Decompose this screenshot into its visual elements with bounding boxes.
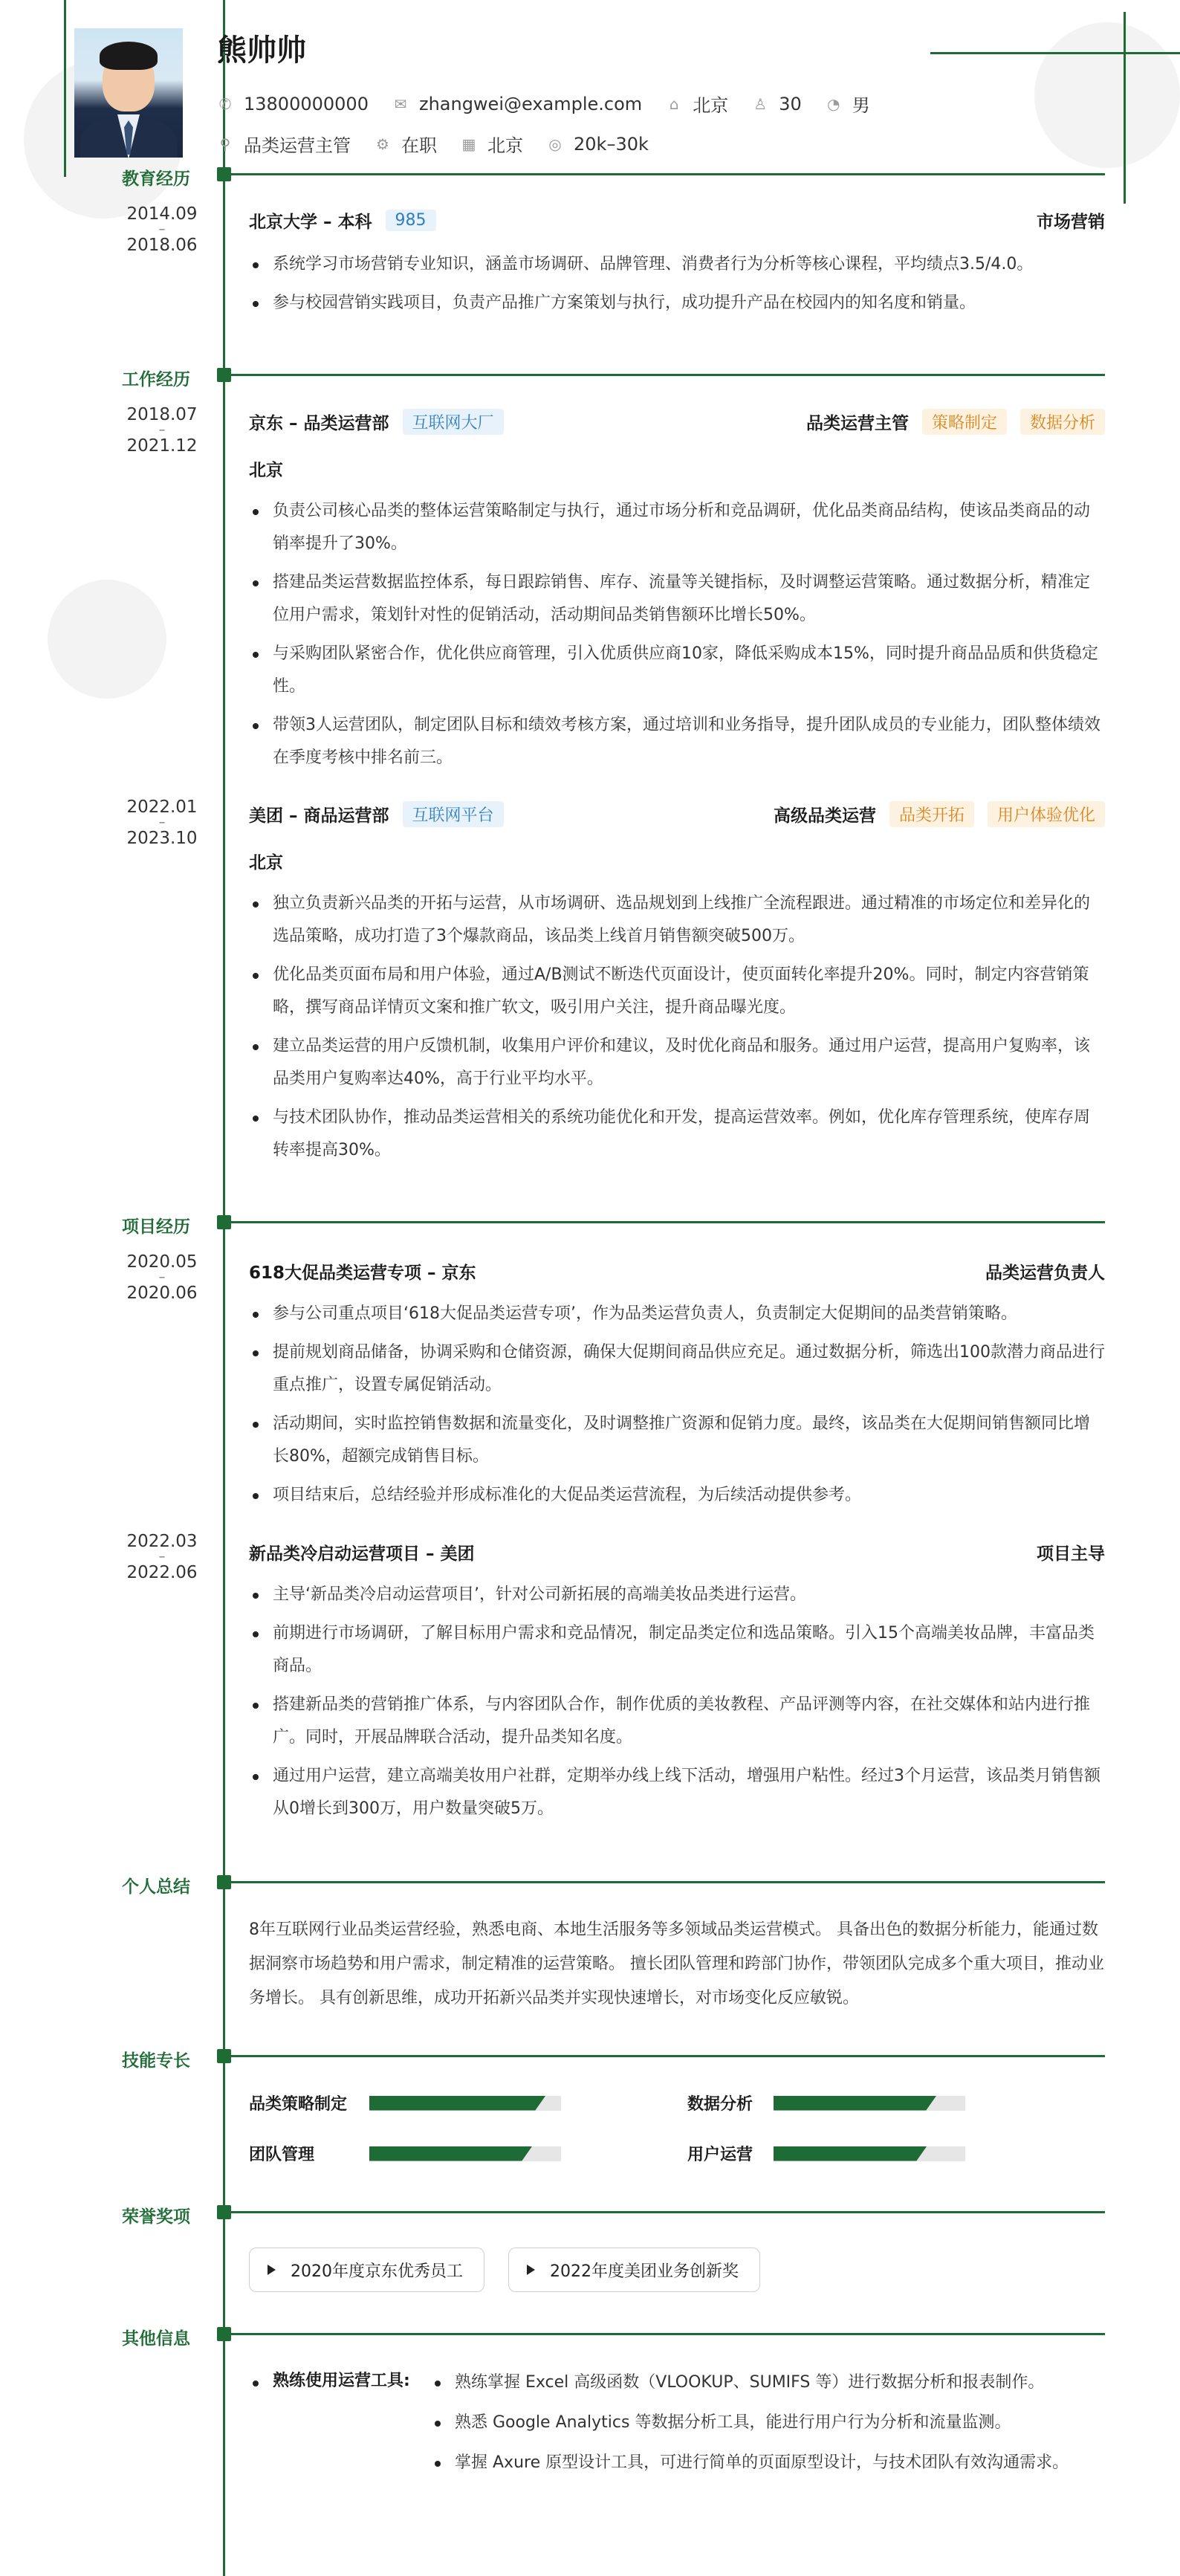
gender-text: 男 <box>852 95 870 116</box>
skill-item <box>249 2142 561 2165</box>
company-tag: 互联网大厂 <box>403 409 504 435</box>
list-item: 建立品类运营的用户反馈机制，收集用户评价和建议，及时优化商品和服务。通过用户运营，提高用户复购率，该品类用户复购率达40%，高于行业平均水平。 <box>249 1030 1105 1096</box>
job-role: 高级品类运营 <box>773 806 876 826</box>
edu-bullets <box>249 248 1105 326</box>
project-bullets-1 <box>249 1298 1105 1518</box>
age-item <box>752 94 802 114</box>
company-name: 美团 – 商品运营部 <box>249 806 389 826</box>
project-header-1 <box>249 1259 1105 1284</box>
project-header-2 <box>249 1540 1105 1564</box>
contact-row <box>217 91 894 117</box>
list-item: 与采购团队紧密合作，优化供应商管理，引入优质供应商10家，降低采购成本15%，同时提升商品品质和供货稳定性。 <box>249 638 1105 703</box>
edu-date: 2014.09 – 2018.06 <box>126 204 198 255</box>
play-icon <box>527 2265 535 2275</box>
skill-item <box>687 2091 965 2114</box>
list-item: 项目结束后，总结经验并形成标准化的大促品类运营流程，为后续活动提供参考。 <box>249 1479 1105 1512</box>
section-divider <box>224 2211 1105 2213</box>
list-item: 参与校园营销实践项目，负责产品推广方案策划与执行，成功提升产品在校园内的知名度和销量。 <box>249 287 1105 320</box>
status-item <box>375 131 437 157</box>
major: 市场营销 <box>1037 213 1105 232</box>
play-icon <box>268 2265 276 2275</box>
target-city-text: 北京 <box>487 135 523 156</box>
age-text: 30 <box>779 93 802 114</box>
list-item: 主导‘新品类冷启动运营项目’，针对公司新拓展的高端美妆品类进行运营。 <box>249 1579 1105 1611</box>
section-title-projects: 项目经历 <box>122 1217 190 1237</box>
project-name: 618大促品类运营专项 – 京东 <box>249 1263 476 1283</box>
work-location: 北京 <box>249 853 283 873</box>
list-item: 独立负责新兴品类的开拓与运营，从市场调研、选品规划到上线推广全流程跟进。通过精准的市场定位和差异化的选品策略，成功打造了3个爆款商品，该品类上线首月销售额突破500万。 <box>249 887 1105 953</box>
list-item: 通过用户运营，建立高端美妆用户社群，定期举办线上线下活动，增强用户粘性。经过3个月运营，该品类月销售额从0增长到300万，用户数量突破5万。 <box>249 1760 1105 1825</box>
work-location: 北京 <box>249 461 283 480</box>
list-item: 系统学习市场营销专业知识，涵盖市场调研、品牌管理、消费者行为分析等核心课程，平均绩点3.5/4.0。 <box>249 248 1105 281</box>
skill-name: 团队管理 <box>249 2146 315 2164</box>
list-item: 提前规划商品储备，协调采购和仓储资源，确保大促期间商品供应充足。通过数据分析，筛选出100款潜力商品进行重点推广，设置专属促销活动。 <box>249 1336 1105 1402</box>
work-bullets-2 <box>249 887 1105 1173</box>
project-name: 新品类冷启动运营项目 – 美团 <box>249 1544 475 1564</box>
phone-item <box>217 94 369 114</box>
tools-list <box>431 2366 1100 2487</box>
home-icon: ⌂ <box>669 94 679 113</box>
list-item: 负责公司核心品类的整体运营策略制定与执行，通过市场分析和竞品调研，优化品类商品结构，使该品类商品的动销率提升了30%。 <box>249 495 1105 560</box>
award-item <box>249 2247 484 2292</box>
role-tag: 策略制定 <box>922 409 1007 435</box>
project-role: 品类运营负责人 <box>985 1263 1105 1283</box>
salary-text: 20k–30k <box>574 133 649 155</box>
project-date-2: 2022.03 – 2022.06 <box>126 1532 198 1582</box>
section-title-awards: 荣誉奖项 <box>122 2207 190 2227</box>
skill-item <box>687 2142 965 2165</box>
job-role: 品类运营主管 <box>805 414 909 433</box>
list-item: 参与公司重点项目‘618大促品类运营专项’，作为品类运营负责人，负责制定大促期间的品类营销策略。 <box>249 1298 1105 1330</box>
list-item: 前期进行市场调研，了解目标用户需求和竞品情况，制定品类定位和选品策略。引入15个高端美妆品牌，丰富品类商品。 <box>249 1617 1105 1683</box>
skill-bar <box>774 2146 965 2161</box>
edu-header <box>249 208 1105 233</box>
section-divider <box>224 2333 1105 2335</box>
company-tag: 互联网平台 <box>403 801 504 827</box>
email-item <box>392 94 642 114</box>
section-divider <box>224 374 1105 376</box>
decor-circle-mid <box>48 580 166 699</box>
avatar <box>74 28 183 158</box>
work-date-2: 2022.01 – 2023.10 <box>126 797 198 848</box>
skill-bar <box>774 2096 965 2111</box>
project-role: 项目主导 <box>1037 1544 1105 1564</box>
role-tag: 品类开拓 <box>889 801 974 827</box>
skill-name: 用户运营 <box>687 2146 753 2164</box>
gender-icon: ◔ <box>827 94 840 113</box>
timeline-vertical-line <box>223 0 225 2576</box>
status-icon: ⚙ <box>376 135 389 153</box>
list-item: 搭建新品类的营销推广体系，与内容团队合作，制作优质的美妆教程、产品评测等内容，在社交媒体和站内进行推广。同时，开展品牌联合活动，提升品类知名度。 <box>249 1689 1105 1754</box>
email-text: zhangwei@example.com <box>418 93 643 114</box>
money-icon: ◎ <box>548 135 562 153</box>
work-header-1 <box>249 409 1105 435</box>
school-tag: 985 <box>386 210 436 231</box>
decor-line-h-top-right <box>930 52 1180 54</box>
work-bullets-1 <box>249 495 1105 780</box>
age-icon: ♙ <box>753 94 768 113</box>
list-item: 与技术团队协作，推动品类运营相关的系统功能优化和开发，提高运营效率。例如，优化库存管理系统，使库存周转率提高30%。 <box>249 1101 1105 1167</box>
list-item: 熟悉 Google Analytics 等数据分析工具，能进行用户行为分析和流量监测。 <box>431 2407 1100 2439</box>
section-divider <box>224 173 1105 175</box>
salary-item <box>547 134 649 155</box>
skill-bar <box>369 2096 561 2111</box>
list-item: 搭建品类运营数据监控体系，每日跟踪销售、库存、流量等关键指标，及时调整运营策略。通过数据分析，精准定位用户需求，策划针对性的促销活动，活动期间品类销售额环比增长50%。 <box>249 566 1105 632</box>
skill-bar <box>369 2146 561 2161</box>
skill-bar-fill <box>774 2096 936 2111</box>
section-title-other: 其他信息 <box>122 2329 190 2349</box>
work-date-1: 2018.07 – 2021.12 <box>126 405 198 456</box>
skill-name: 品类策略制定 <box>249 2095 348 2114</box>
job-intent-row <box>217 131 672 157</box>
skill-bar-fill <box>369 2096 545 2111</box>
mail-icon: ✉ <box>394 94 407 113</box>
section-title-education: 教育经历 <box>122 169 190 189</box>
company-name: 京东 – 品类运营部 <box>249 414 389 433</box>
skill-bar-fill <box>369 2146 532 2161</box>
section-title-work: 工作经历 <box>122 370 190 389</box>
tools-label: 熟练使用运营工具: <box>249 2368 410 2391</box>
decor-line-v-top-right <box>1124 12 1126 204</box>
city-item <box>666 91 728 117</box>
city-text: 北京 <box>693 95 729 116</box>
decor-circle-right <box>1034 22 1180 168</box>
status-text: 在职 <box>401 135 437 156</box>
list-item: 熟练掌握 Excel 高级函数（VLOOKUP、SUMIFS 等）进行数据分析和报表制作。 <box>431 2366 1100 2399</box>
building-icon: ▦ <box>461 135 476 153</box>
work-header-2 <box>249 801 1105 827</box>
list-item: 优化品类页面布局和用户体验，通过A/B测试不断迭代页面设计，使页面转化率提升20%。同时，制定内容营销策略，撰写商品详情页文案和推广软文，吸引用户关注，提升商品曝光度。 <box>249 959 1105 1024</box>
section-divider <box>224 1221 1105 1223</box>
phone-icon: ✆ <box>218 94 232 113</box>
position-text: 品类运营主管 <box>244 135 351 156</box>
role-tag: 数据分析 <box>1020 409 1105 435</box>
list-item: 带领3人运营团队，制定团队目标和绩效考核方案，通过培训和业务指导，提升团队成员的专业能力，团队整体绩效在季度考核中排名前三。 <box>249 709 1105 774</box>
summary-text: 8年互联网行业品类运营经验，熟悉电商、本地生活服务等多领域品类运营模式。 具备出色的数据分析能力，能通过数据洞察市场趋势和用户需求，制定精准的运营策略。 擅长团队管理和跨部门协作，带领团队完成多个重大项目，推动业务增长。 具有创新思维，成功开拓新兴品类并实现快速增长，对市场变化反应敏锐。 <box>249 1920 1104 2007</box>
award-text: 2020年度京东优秀员工 <box>291 2262 463 2281</box>
project-bullets-2 <box>249 1579 1105 1831</box>
decor-line-v-top-left <box>64 0 66 177</box>
candidate-name: 熊帅帅 <box>217 33 306 68</box>
phone-text: 13800000000 <box>244 93 369 114</box>
list-item: 活动期间，实时监控销售数据和流量变化，及时调整推广资源和促销力度。最终，该品类在大促期间销售额同比增长80%，超额完成销售目标。 <box>249 1408 1105 1473</box>
target-city-item <box>461 131 523 157</box>
skill-name: 数据分析 <box>687 2095 753 2114</box>
role-tag: 用户体验优化 <box>988 801 1105 827</box>
briefcase-icon: ⚲ <box>219 135 231 153</box>
award-item <box>508 2247 760 2292</box>
skill-bar-fill <box>774 2146 927 2161</box>
section-divider <box>224 1881 1105 1883</box>
list-item: 掌握 Axure 原型设计工具，可进行简单的页面原型设计，与技术团队有效沟通需求。 <box>431 2447 1100 2479</box>
section-title-skills: 技能专长 <box>122 2051 190 2071</box>
section-divider <box>224 2055 1105 2057</box>
gender-item <box>826 91 870 117</box>
skill-item <box>249 2091 561 2114</box>
award-text: 2022年度美团业务创新奖 <box>550 2262 739 2281</box>
position-item <box>217 131 351 157</box>
section-title-summary: 个人总结 <box>122 1877 190 1897</box>
project-date-1: 2020.05 – 2020.06 <box>126 1252 198 1303</box>
school-name: 北京大学 – 本科 <box>249 213 372 232</box>
